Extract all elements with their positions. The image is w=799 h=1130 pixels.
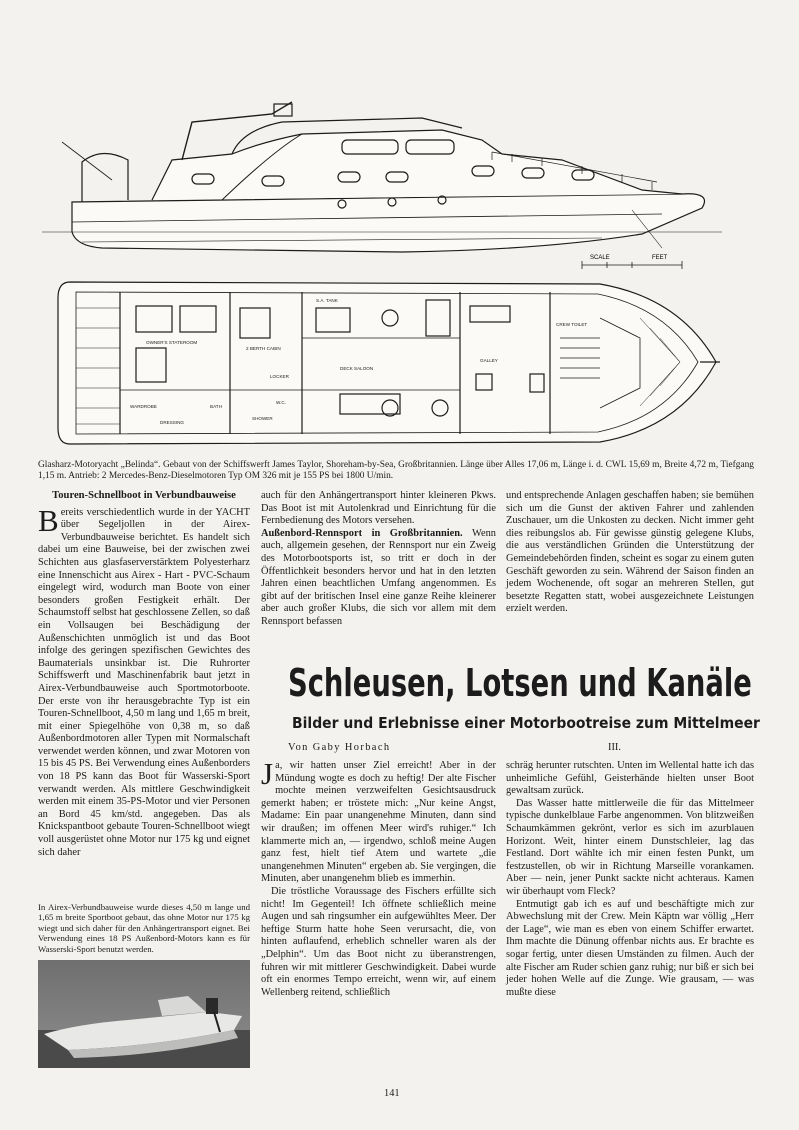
article2-paragraph-1: Wenn auch, allgemein gesehen, der Rennsport nur ein Zweig des Motorbootsports ist, so tritt er doch in der Öffentlichkeit besonders hervor und hat in den letzten Jahren einen beachtlichen Umfang angenommen. Es gibt auf der britischen Insel eine ganze Reihe kleinerer aber auch großer Klubs, die sich vor allem mit dem Rennsport befassen [261, 527, 496, 627]
label-shower: SHOWER [252, 416, 273, 421]
feature-column-3 [506, 760, 754, 999]
article1-body [38, 502, 250, 860]
feature-dropcap: J [261, 756, 274, 791]
sportboat-photo [38, 960, 250, 1068]
feature-paragraph-5: Entmutigt gab ich es auf und beschäftigte mich zur Abwechslung mit der Crew. Mein Käptn war völlig „Herr der Lage“, wie man es eben von einem Schiffer erwartet. Ihm machte die Dünung offenbar nichts aus. Er brachte es sogar fertig, unter diesen Umständen zu filmen. Auch der alte Fischer am Ruder schien ganz ruhig; nur biß er sich bei jeder hohen Welle auf die Zunge. Wie grausam, — was mußte diese [506, 898, 754, 998]
label-crew-toilet: CREW TOILET [556, 322, 588, 327]
article1-paragraph-1: ereits verschiedentlich wurde in der YACHT über Segeljollen in der Airex-Verbundbauweise berichtet. Es handelt sich dabei um eine Bauweise, bei der zwischen zwei Schichten aus glasfaserverstärktem Polyesterharz eine Innenschicht aus Airex - Hart - PVC-Schaum eingelegt wird, wodurch man Boote von einer besonders großen Festigkeit erhält. Der Schaumstoff selbst hat geschlossene Zellen, so daß ein Vollsaugen bei Beschädigung der Außenschichten unmöglich ist und das Boot infolge des geringen spezifischen Gewichtes des Baumaterials unsinkbar ist. Die Ruhrorter Schiffswerft und Maschinenfabrik baut jetzt in Airex-Verbundbauweise auch Sportmotorboote. Der erste von ihr herausgebrachte Typ ist ein Touren-Schnellboot, 4,50 m lang und 1,65 m breit, mit einer Spiegelhöhe von 0,38 m, so daß Außenbordmotoren aller Typen mit Normalschaft verwendet werden können, und zwar Motoren von 15 bis 45 PS. Bei Verwendung eines Außenborders von 18 PS kann das Boot für Wasserski-Sport verwandt werden. Als mittlere Geschwindigkeit werden mit einem 35-PS-Motor und vier Personen an Bord 45 km/std. angegeben. Das als Knickspantboot gebaute Touren-Schnellboot wiegt voll ausgerüstet ohne Motor nur 175 kg und eignet sich daher [38, 506, 250, 858]
scale-label: SCALE [590, 255, 610, 261]
feature-subtitle: Bilder und Erlebnisse einer Motorbootreise zum Mittelmeer [292, 714, 760, 732]
feature-title: Schleusen, Lotsen und Kanäle [288, 661, 752, 705]
feature-part-number: III. [608, 742, 621, 753]
feature-paragraph-1 [261, 756, 496, 886]
feature-paragraph-4: Das Wasser hatte mittlerweile die für das Mittelmeer typische dunkelblaue Farbe angenommen. Von blitzweißen Schaumkämmen gekrönt, verlor es sich im azurblauen Horizont. Weit, hinter einem Dunstschleier, lag das Festland. Dort wählte ich mir einen festen Punkt, um festzustellen, ob wir in Richtung Marseille vorankamen. Aber — nein, jener Punkt sackte nicht achteraus. Kamen wir überhaupt vom Fleck? [506, 797, 754, 897]
label-deck-saloon: DECK SALOON [340, 366, 374, 371]
article1-continuation: auch für den Anhängertransport hinter kleineren Pkws. Das Boot ist mit Autolenkrad und Einrichtung für die Fernbedienung des Motors versehen. [261, 490, 496, 527]
article2-start [261, 528, 496, 629]
column-2-top [261, 490, 496, 629]
feature-byline: Von Gaby Horbach [288, 742, 391, 753]
label-bath: BATH [210, 404, 222, 409]
yacht-deck-plan-drawing [40, 278, 720, 450]
label-galley: GALLEY [480, 358, 498, 363]
column-3-top [506, 490, 754, 616]
label-dressing: DRESSING [160, 420, 184, 425]
label-wardrobe: WARDROBE [130, 404, 157, 409]
label-owners-stateroom: OWNER'S STATEROOM [146, 340, 198, 345]
feature-paragraph-3: schräg herunter rutschten. Unten im Wellental hatte ich das unheimliche Gefühl, Geisterhände hielten unser Boot gewaltsam zurück. [506, 760, 754, 797]
label-wc: W.C. [276, 400, 286, 405]
page-number: 141 [384, 1088, 400, 1099]
feature-paragraph-1-text: a, wir hatten unser Ziel erreicht! Aber in der Mündung wogte es doch zu heftig! Der alte Fischer mochte meinen verzweifelten Gesichtsausdruck gemerkt haben; er tröstete mich: „Nur keine Angst, Madame: Ein paar unangenehme Minuten, dann sind wir draußen; im offenen Meer wird's ruhiger.“ Ich klammerte mich an, — irgendwo, schloß meine Augen ganz fest, hielt tief Atem und wartete „die unangenehmen Minuten“ ergeben ab. Sie vergingen, die Minuten, aber unangenehm blieb es immerhin. [261, 760, 496, 885]
label-berth-cabin: 2 BERTH CABIN [246, 346, 281, 351]
yacht-profile-drawing [42, 82, 722, 272]
feet-label: FEET [652, 255, 668, 261]
article1-dropcap: B [38, 502, 59, 538]
main-caption: Glasharz-Motoryacht „Belinda“. Gebaut von der Schiffswerft James Taylor, Shoreham-by-Sea, Großbritannien. Länge über Alles 17,06 m, Länge i. d. CWL 15,69 m, Breite 4,72 m, Tiefgang 1,15 m. Antrieb: 2 Mercedes-Benz-Dieselmotoren Typ OM 326 mit je 155 PS bei 1800 U/min. [38, 460, 754, 481]
label-locker: LOCKER [270, 374, 289, 379]
article2-runin-heading: Außenbord-Rennsport in Großbritannien. [261, 527, 463, 539]
photo-caption: In Airex-Verbundbauweise wurde dieses 4,50 m lange und 1,65 m breite Sportboot gebaut, das ohne Motor nur 175 kg wiegt und sich daher für den Anhängertransport eignet. Bei Verwendung eines 18 PS Außenbord-Motors kann es für Wasserski-Sport benutzt werden. [38, 902, 250, 954]
feature-paragraph-2: Die tröstliche Voraussage des Fischers erfüllte sich nicht! Im Gegenteil! Ich öffnete schließlich meine Augen und sah ringsumher ein aufgewühltes Meer. Der heftige Sturm hatte hohe Seen verursacht, die, von hinten auflaufend, erheblich schneller waren als der „Delphin“. Um das Boot nicht zu überanstrengen, fuhren wir mit mittlerer Geschwindigkeit. Dabei wurde oft ein enormes Tempo erreicht, wenn wir, auf einem Wellenberg reitend, schließlich [261, 885, 496, 998]
article2-continuation: und entsprechende Anlagen geschaffen haben; sie bemühen sich um die Gunst der aktiven Fahrer und zahlenden Zuschauer, um die Unkosten zu decken. Nicht immer geht dies reibungslos ab. Für gewisse günstig gelegene Klubs, die aus verständlichen Gründen die Unterstützung der Gemeindebehörden finden, scheint es sogar zu einem guten Geschäft geworden zu sein. Während der Saison finden an jedem Wochenende, oft sogar an mehreren Stellen, gut besetzte Regatten statt, wobei ausgezeichnete Leistungen erzielt werden. [506, 490, 754, 615]
feature-column-2 [261, 756, 496, 999]
article1-heading: Touren-Schnellboot in Verbundbauweise [52, 490, 236, 501]
column-1-top [38, 490, 250, 859]
label-sa-tank: S.A. TANK [316, 298, 338, 303]
